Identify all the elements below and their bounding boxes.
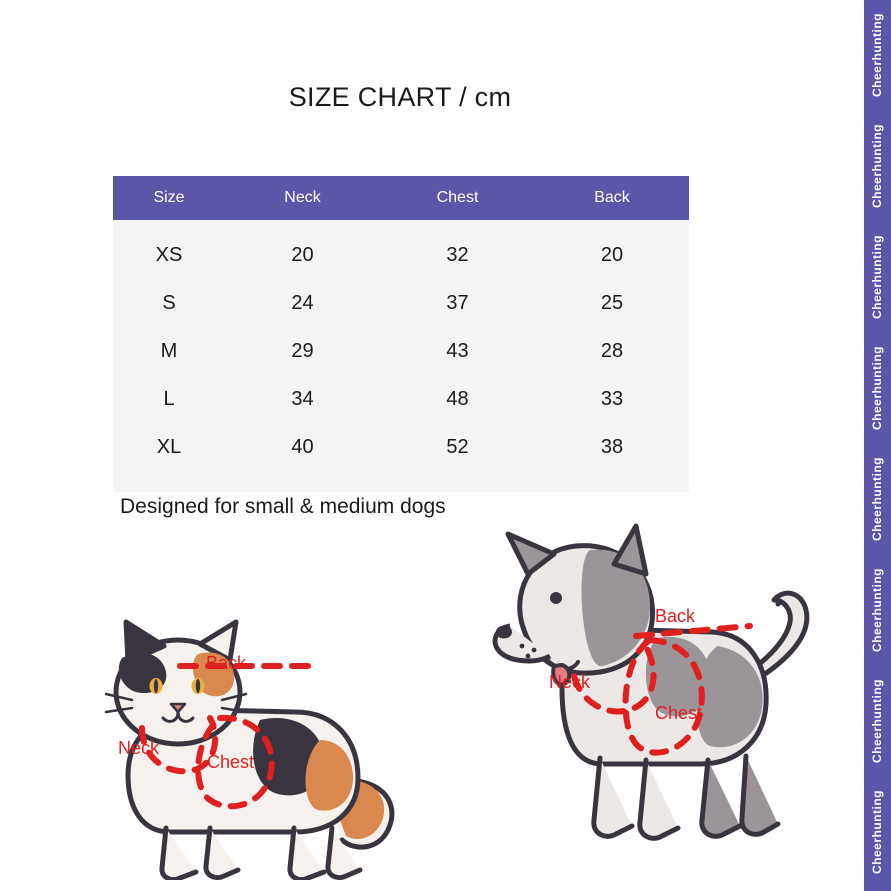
dog-chest-label: Chest — [655, 703, 703, 723]
cell-back: 28 — [535, 327, 689, 375]
cell-chest: 32 — [380, 220, 535, 279]
page-title: SIZE CHART / cm — [288, 82, 512, 112]
watermark-text: Cheerhunting — [870, 346, 884, 431]
cell-size: L — [113, 375, 225, 423]
watermark-text: Cheerhunting — [870, 124, 884, 209]
cat-back-label: Back — [206, 653, 247, 673]
cell-size: S — [113, 279, 225, 327]
column-header-size: Size — [113, 176, 225, 220]
cell-chest: 48 — [380, 375, 535, 423]
column-header-back: Back — [535, 176, 689, 220]
table-row — [113, 375, 689, 423]
cell-neck: 29 — [225, 327, 380, 375]
watermark-text: Cheerhunting — [870, 790, 884, 875]
cat-chest-label: Chest — [207, 752, 255, 772]
brand-watermark-strip — [864, 0, 891, 891]
column-header-neck: Neck — [225, 176, 380, 220]
cell-size: XL — [113, 423, 225, 492]
cell-back: 20 — [535, 220, 689, 279]
table-row — [113, 327, 689, 375]
cell-chest: 43 — [380, 327, 535, 375]
cell-back: 33 — [535, 375, 689, 423]
watermark-text: Cheerhunting — [870, 13, 884, 98]
cell-neck: 34 — [225, 375, 380, 423]
dog-neck-label: Neck — [549, 672, 591, 692]
cell-chest: 52 — [380, 423, 535, 492]
subtitle-text: Designed for small & medium dogs — [120, 495, 446, 518]
watermark-text: Cheerhunting — [870, 457, 884, 542]
cell-neck: 24 — [225, 279, 380, 327]
cell-chest: 37 — [380, 279, 535, 327]
cell-back: 38 — [535, 423, 689, 492]
watermark-text: Cheerhunting — [870, 235, 884, 320]
cat-neck-label: Neck — [118, 738, 160, 758]
cell-size: M — [113, 327, 225, 375]
dog-back-label: Back — [655, 606, 696, 626]
column-header-chest: Chest — [380, 176, 535, 220]
illustration-area — [0, 520, 860, 880]
table-header-row — [113, 176, 689, 220]
watermark-text: Cheerhunting — [870, 568, 884, 653]
size-chart-table — [113, 176, 689, 492]
cell-neck: 40 — [225, 423, 380, 492]
table-row — [113, 423, 689, 492]
table-row — [113, 279, 689, 327]
cell-neck: 20 — [225, 220, 380, 279]
dog-illustration-icon — [450, 520, 830, 870]
table-row — [113, 220, 689, 279]
watermark-text: Cheerhunting — [870, 679, 884, 764]
cell-back: 25 — [535, 279, 689, 327]
cell-size: XS — [113, 220, 225, 279]
